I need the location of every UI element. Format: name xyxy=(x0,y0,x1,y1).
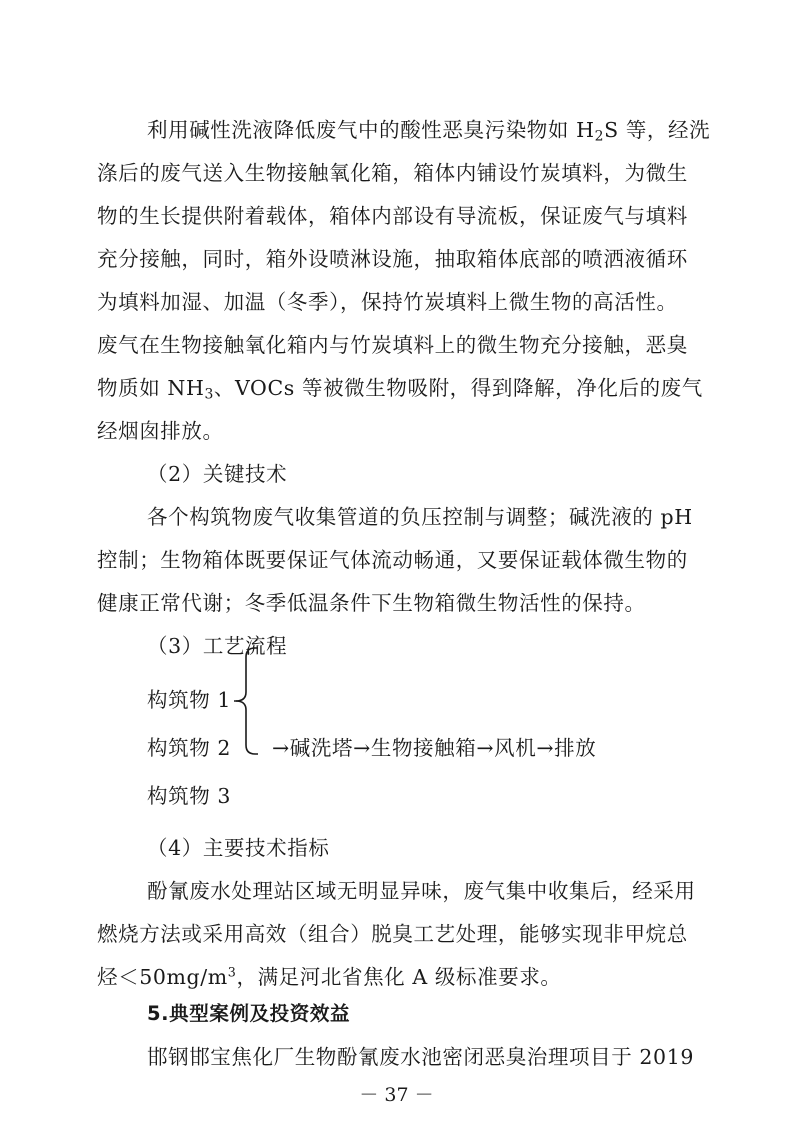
paragraph-line: 邯钢邯宝焦化厂生物酚氰废水池密闭恶臭治理项目于 2019 xyxy=(147,1045,694,1069)
text-run: 利用碱性洗液降低废气中的酸性恶臭污染物如 H xyxy=(147,118,595,142)
subscript: 3 xyxy=(204,386,214,403)
section-heading: （4）主要技术指标 xyxy=(147,836,330,860)
page-number: － 37 － xyxy=(359,1084,434,1106)
text-run: S 等，经洗 xyxy=(604,118,711,142)
section-heading-bold: 5.典型案例及投资效益 xyxy=(147,1002,351,1025)
flow-item-3: 构筑物 3 xyxy=(147,784,232,808)
paragraph-line: 为填料加湿、加温（冬季），保持竹炭填料上微生物的高活性。 xyxy=(97,290,678,314)
flow-item-2: 构筑物 2 xyxy=(147,736,232,760)
text-run: 物质如 NH xyxy=(97,376,205,400)
section-heading: （3）工艺流程 xyxy=(147,634,288,658)
paragraph-line: 物的生长提供附着载体，箱体内部设有导流板，保证废气与填料 xyxy=(97,204,688,228)
paragraph-line: 燃烧方法或采用高效（组合）脱臭工艺处理，能够实现非甲烷总 xyxy=(97,922,688,946)
text-run: ，满足河北省焦化 A 级标准要求。 xyxy=(236,965,562,989)
section-heading: （2）关键技术 xyxy=(147,462,288,486)
paragraph-line: 涤后的废气送入生物接触氧化箱，箱体内铺设竹炭填料，为微生 xyxy=(97,161,688,185)
superscript: 3 xyxy=(227,964,237,980)
paragraph-line: 控制；生物箱体既要保证气体流动畅通，又要保证载体微生物的 xyxy=(97,548,688,572)
flow-item-1: 构筑物 1 xyxy=(147,688,232,712)
paragraph-line: 充分接触，同时，箱外设喷淋设施，抽取箱体底部的喷洒液循环 xyxy=(97,247,688,271)
paragraph-line: 健康正常代谢；冬季低温条件下生物箱微生物活性的保持。 xyxy=(97,591,646,615)
subscript: 2 xyxy=(594,128,605,145)
text-run: 烃＜50mg/m xyxy=(97,965,228,989)
paragraph-line xyxy=(97,374,703,403)
text-run: 、VOCs 等被微生物吸附，得到降解，净化后的废气 xyxy=(213,376,703,400)
paragraph-line: 各个构筑物废气收集管道的负压控制与调整；碱洗液的 pH xyxy=(147,505,693,529)
paragraph-line: 酚氰废水处理站区域无明显异味，废气集中收集后，经采用 xyxy=(147,879,696,903)
paragraph-line xyxy=(147,116,747,144)
paragraph-line xyxy=(97,963,697,991)
paragraph-line: 废气在生物接触氧化箱内与竹炭填料上的微生物充分接触，恶臭 xyxy=(97,333,688,357)
paragraph-line: 经烟囱排放。 xyxy=(97,419,224,443)
flow-result: →碱洗塔→生物接触箱→风机→排放 xyxy=(272,736,597,760)
flow-bracket-icon xyxy=(232,642,272,762)
